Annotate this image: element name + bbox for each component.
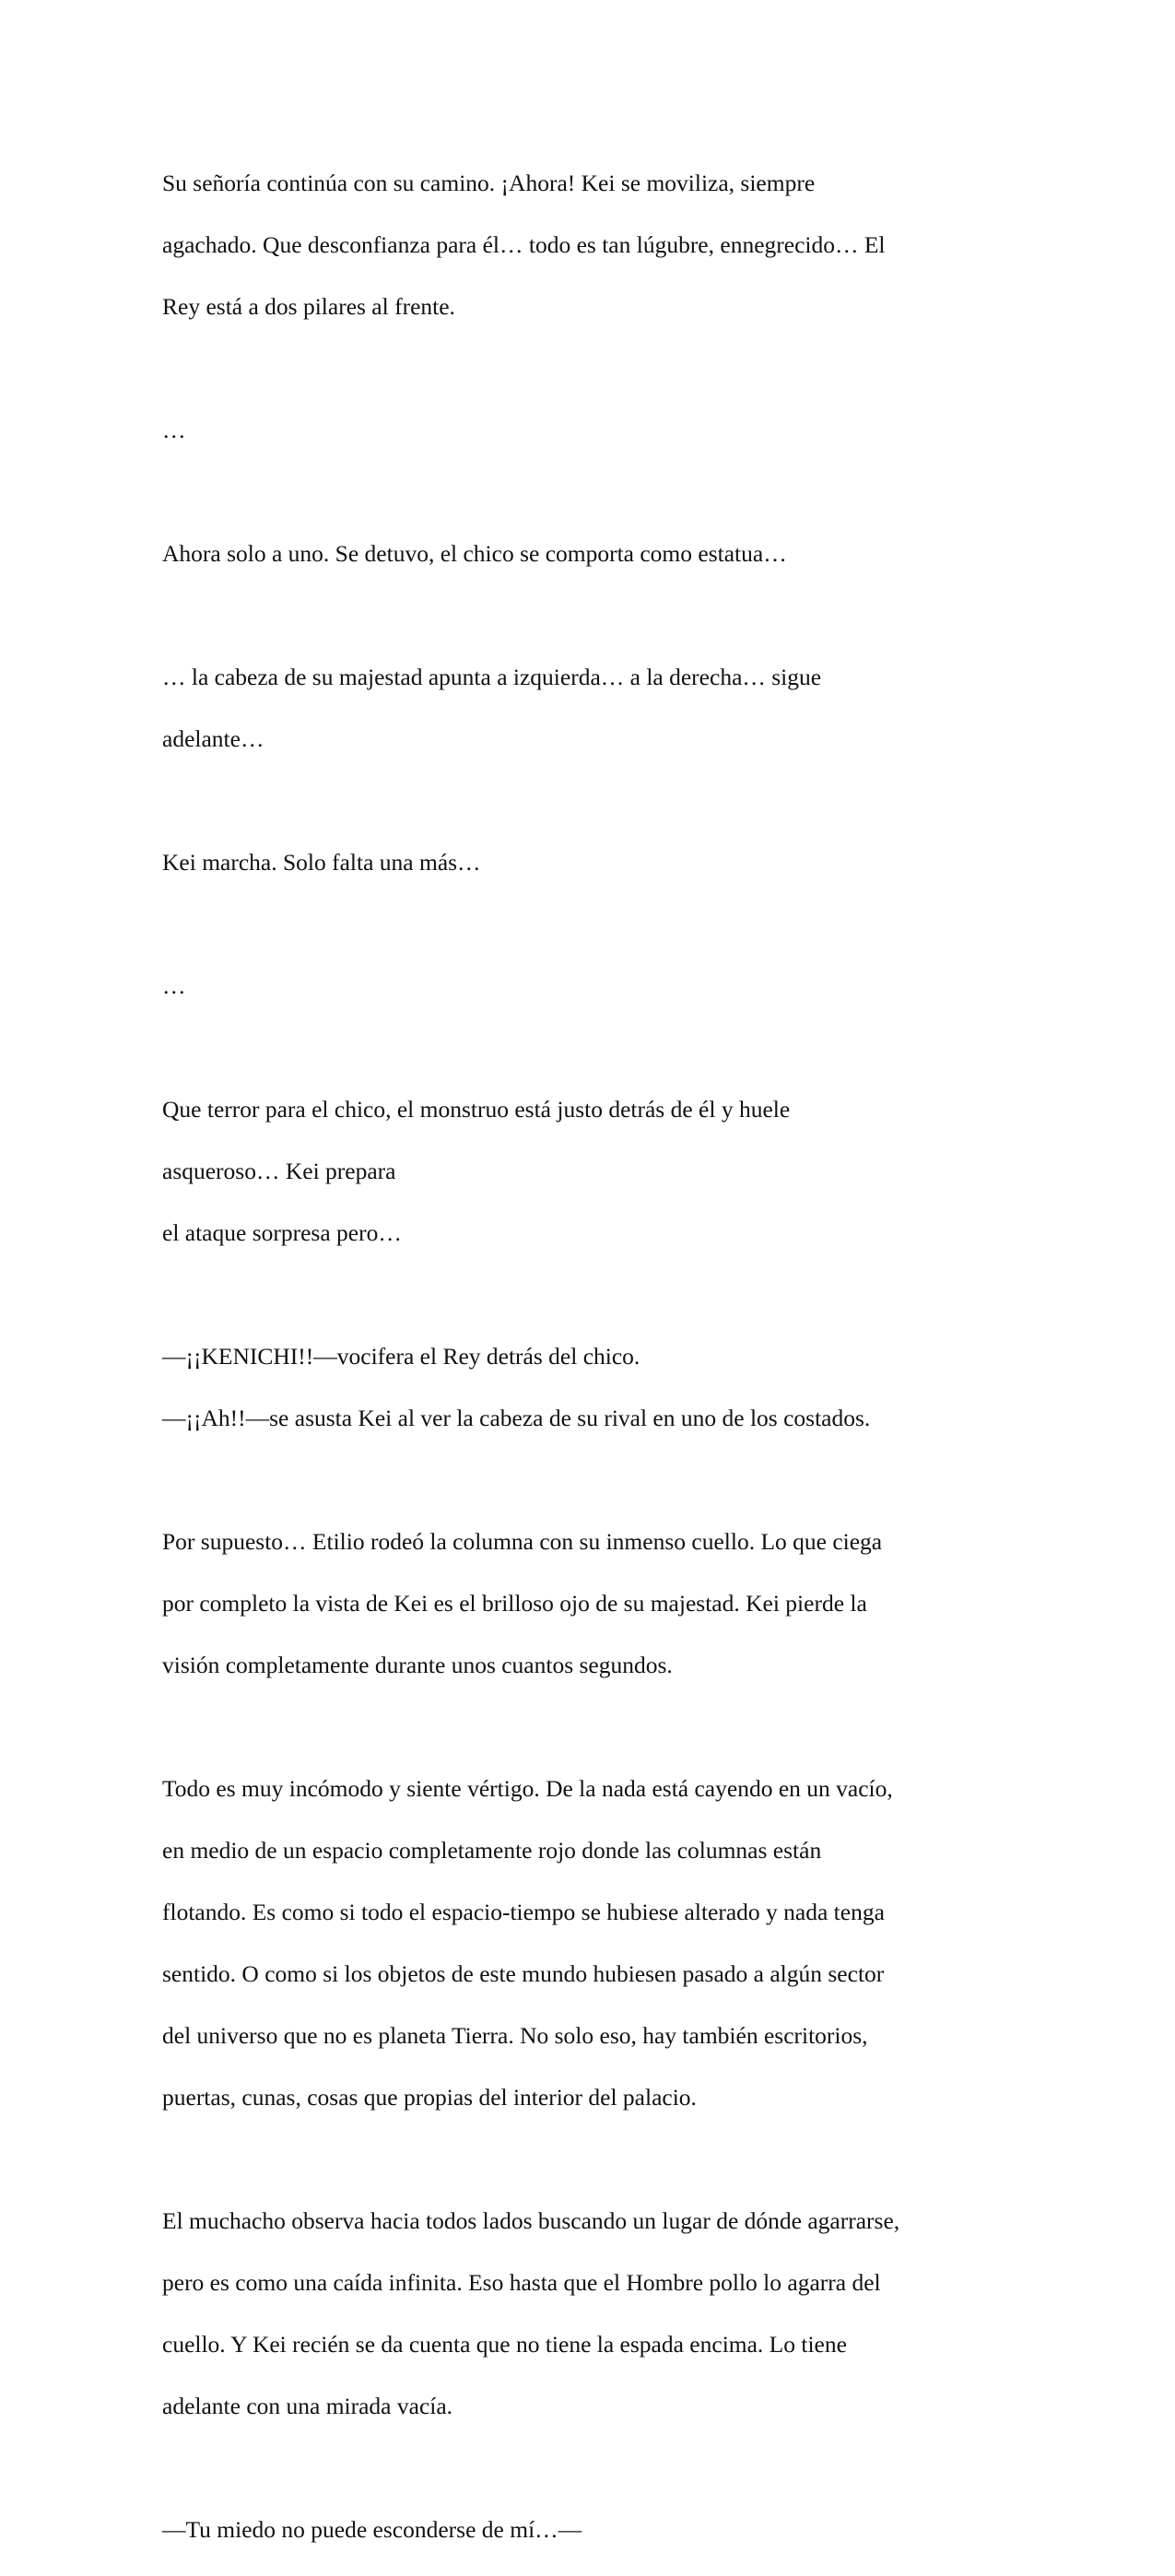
text-line: flotando. Es como si todo el espacio-tiempo se hubiese alterado y nada tenga [162, 1898, 885, 1925]
paragraph [162, 939, 1019, 1032]
text-line: agachado. Que desconfianza para él… todo es tan lúgubre, ennegrecido… El [162, 230, 886, 258]
paragraph [162, 1063, 1019, 1279]
text-line: adelante con una mirada vacía. [162, 2392, 453, 2419]
paragraph [162, 1742, 1019, 2144]
text-line: El muchacho observa hacia todos lados buscando un lugar de dónde agarrarse, [162, 2206, 900, 2234]
dialogue-paragraph [162, 2483, 1019, 2576]
paragraph [162, 630, 1019, 785]
dialogue-line: —Tu miedo no puede esconderse de mí…— [162, 2515, 582, 2543]
paragraph [162, 1495, 1019, 1711]
paragraph [162, 383, 1019, 476]
text-line: Todo es muy incómodo y siente vértigo. De la nada está cayendo en un vacío, [162, 1774, 893, 1802]
dialogue-line: —¡¡Ah!!—se asusta Kei al ver la cabeza de su rival en uno de los costados. [162, 1404, 871, 1431]
text-line: puertas, cunas, cosas que propias del interior del palacio. [162, 2083, 697, 2111]
paragraph [162, 136, 1019, 353]
dialogue-paragraph [162, 1310, 1019, 1464]
text-line: Por supuesto… Etilio rodeó la columna con su inmenso cuello. Lo que ciega [162, 1527, 883, 1555]
paragraph [162, 816, 1019, 909]
text-line: Ahora solo a uno. Se detuvo, el chico se comporta como estatua… [162, 539, 787, 567]
dialogue-line: —¡¡KENICHI!!—vocifera el Rey detrás del chico. [162, 1342, 640, 1370]
text-line: el ataque sorpresa pero… [162, 1218, 402, 1246]
text-line: pero es como una caída infinita. Eso hasta que el Hombre pollo lo agarra del [162, 2268, 881, 2296]
text-line: Que terror para el chico, el monstruo está justo detrás de él y huele [162, 1095, 791, 1123]
text-line: en medio de un espacio completamente rojo donde las columnas están [162, 1836, 822, 1864]
text-line: visión completamente durante unos cuantos segundos. [162, 1651, 673, 1678]
text-line: Su señoría continúa con su camino. ¡Ahora! Kei se moviliza, siempre [162, 169, 816, 196]
text-line: adelante… [162, 724, 264, 752]
text-line: Kei marcha. Solo falta una más… [162, 848, 481, 876]
text-line: por completo la vista de Kei es el brilloso ojo de su majestad. Kei pierde la [162, 1589, 867, 1617]
text-line: del universo que no es planeta Tierra. No solo eso, hay también escritorios, [162, 2021, 868, 2049]
text-line: … [162, 971, 186, 999]
text-line: … [162, 416, 186, 443]
text-line: cuello. Y Kei recién se da cuenta que no tiene la espada encima. Lo tiene [162, 2330, 847, 2358]
paragraph [162, 507, 1019, 600]
text-line: Rey está a dos pilares al frente. [162, 292, 455, 320]
text-line: asqueroso… Kei prepara [162, 1157, 396, 1184]
text-line: … la cabeza de su majestad apunta a izquierda… a la derecha… sigue [162, 663, 822, 690]
paragraph [162, 2174, 1019, 2452]
document-body [162, 136, 1019, 2576]
text-line: sentido. O como si los objetos de este mundo hubiesen pasado a algún sector [162, 1959, 885, 1987]
